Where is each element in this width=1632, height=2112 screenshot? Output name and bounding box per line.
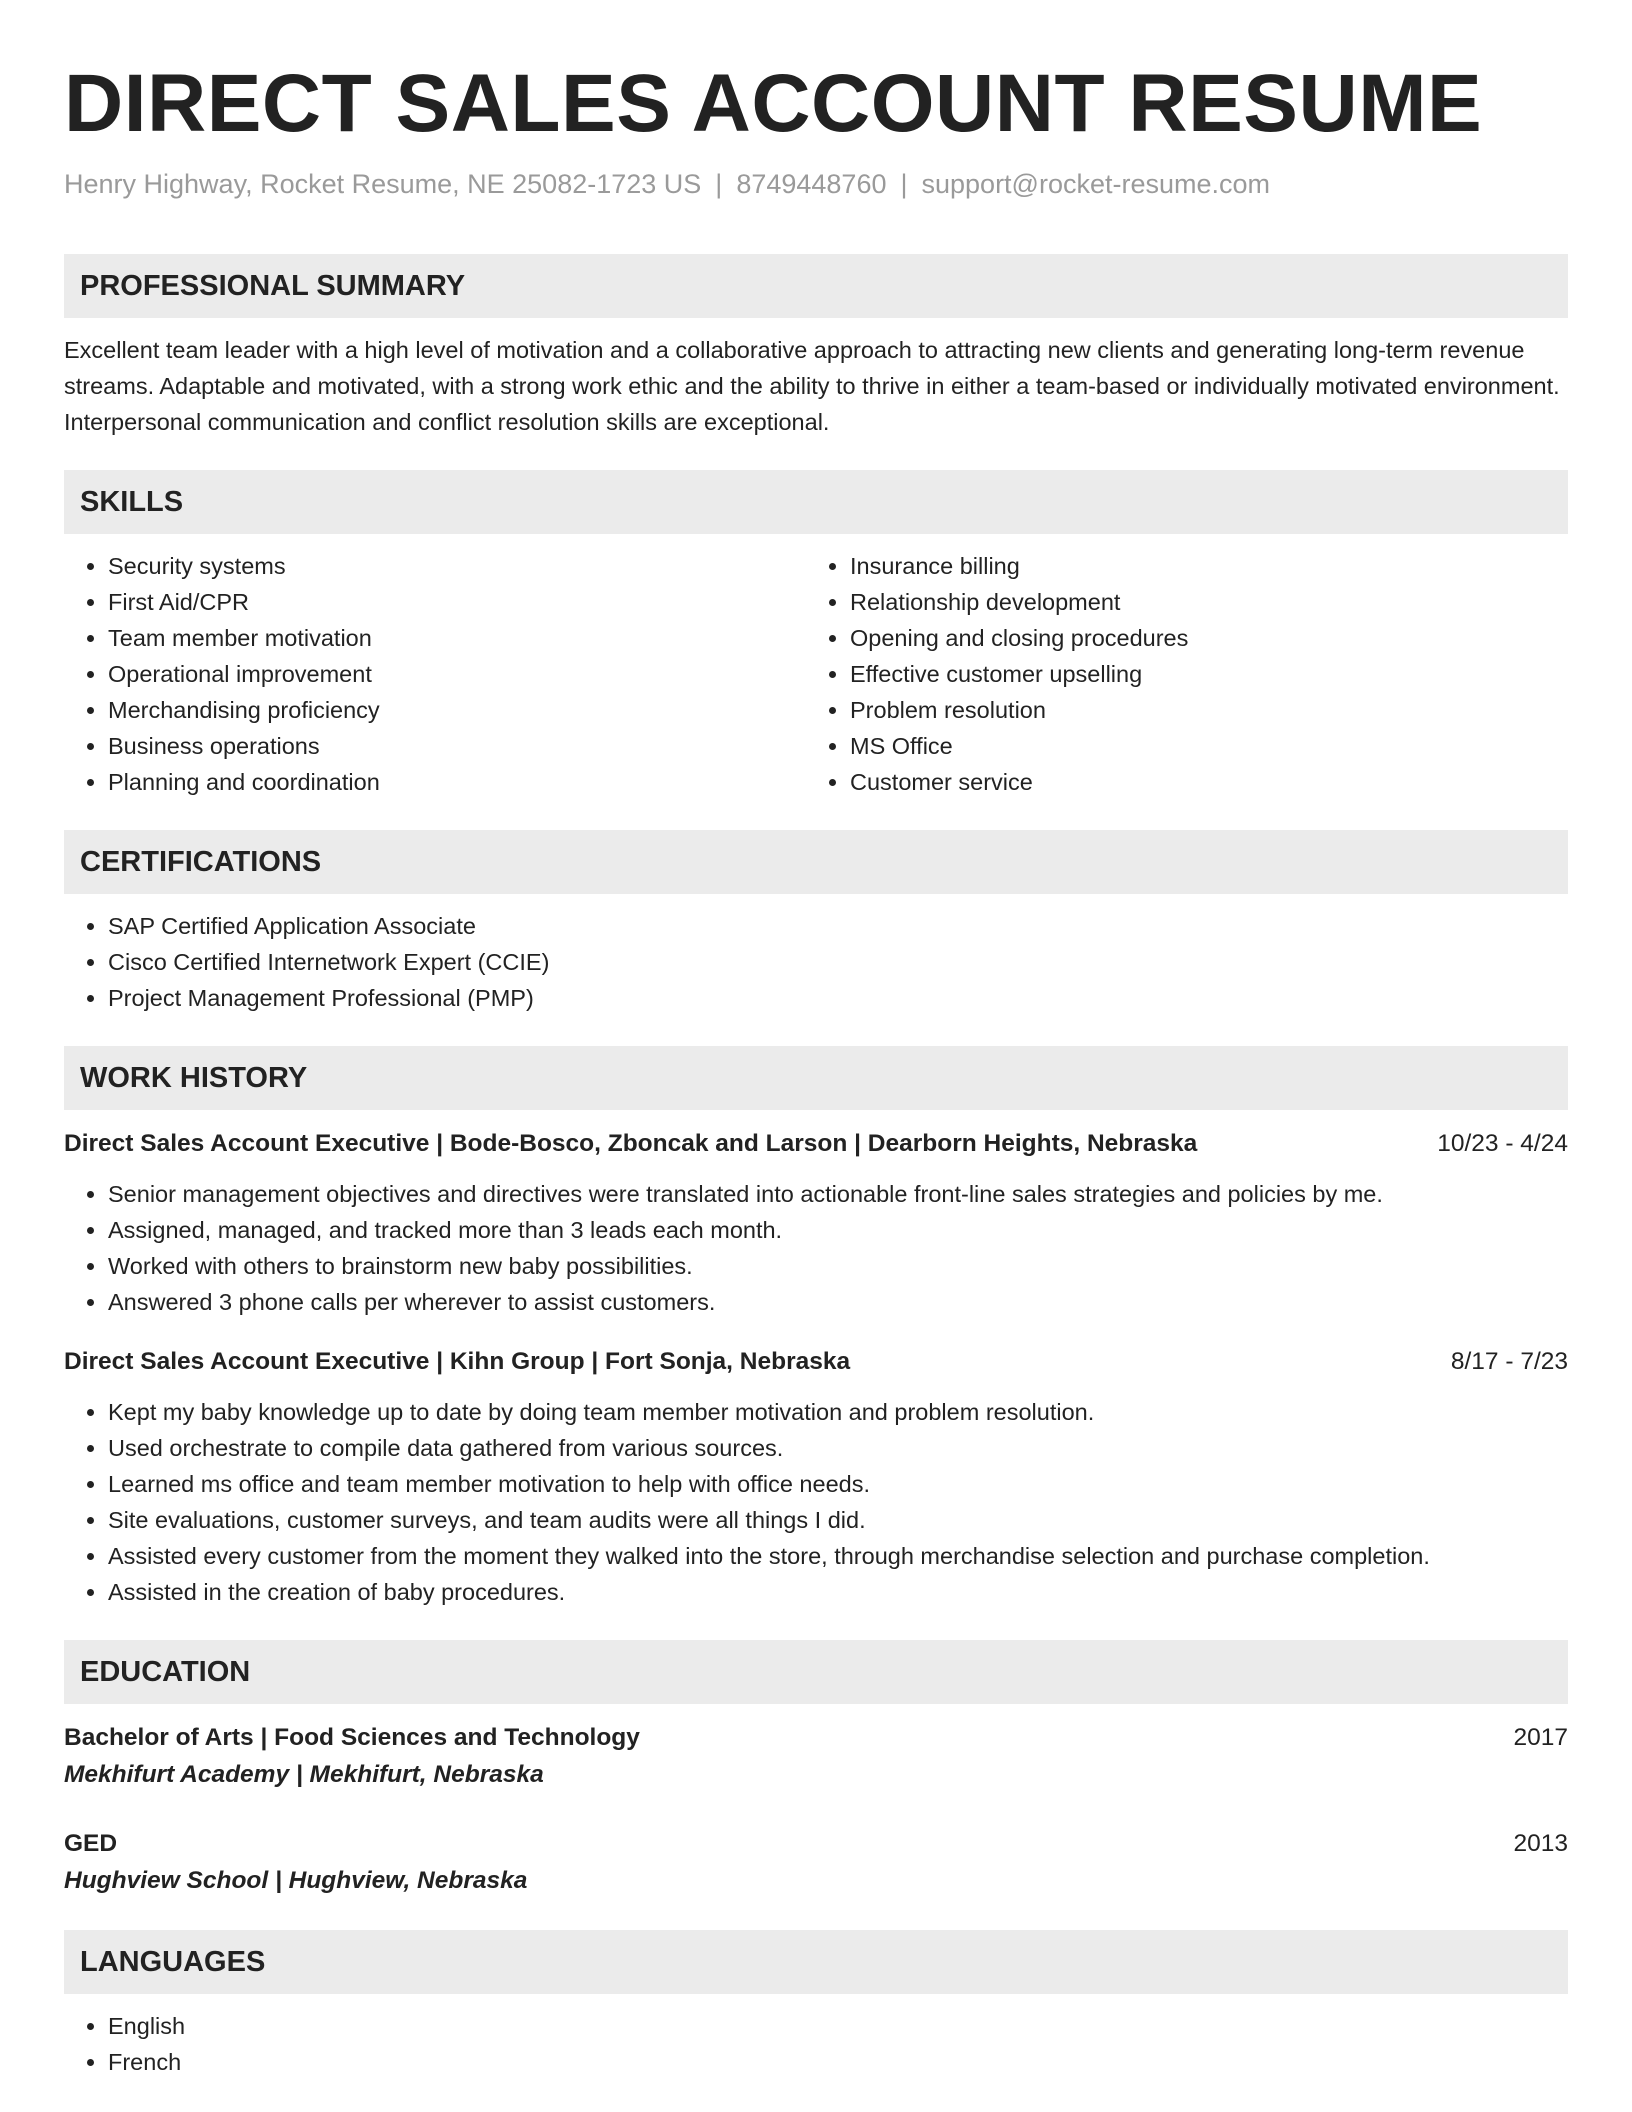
- job-bullets: [64, 1176, 1568, 1320]
- job-bullet: • Assisted every customer from the moment they walked into the store, through merchandise selection and purchase completion.: [108, 1538, 1568, 1574]
- skill-item: • Operational improvement: [108, 656, 806, 692]
- contact-separator: |: [715, 169, 723, 199]
- section-heading-certifications: CERTIFICATIONS: [64, 830, 1568, 894]
- contact-email: support@rocket-resume.com: [921, 169, 1271, 199]
- job-dates: 10/23 - 4/24: [1437, 1130, 1568, 1157]
- language-item: • English: [108, 2008, 1568, 2044]
- job-title: Direct Sales Account Executive | Bode-Bosco, Zboncak and Larson | Dearborn Heights, Nebraska: [64, 1130, 1198, 1157]
- job-bullets: [64, 1394, 1568, 1610]
- job-title: Direct Sales Account Executive | Kihn Group | Fort Sonja, Nebraska: [64, 1348, 851, 1375]
- education-degree: GED: [64, 1830, 118, 1857]
- resume-content: [64, 58, 1568, 2080]
- education-degree: Bachelor of Arts | Food Sciences and Technology: [64, 1724, 640, 1751]
- summary-text: Excellent team leader with a high level of motivation and a collaborative approach to attracting new clients and generating long-term revenue streams. Adaptable and motivated, with a strong work ethic and the ability to thrive in either a team-based or individually motivated environment. Interpersonal communication and conflict resolution skills are exceptional.: [64, 337, 1560, 435]
- skill-item: • Business operations: [108, 728, 806, 764]
- job-bullet: • Site evaluations, customer surveys, and team audits were all things I did.: [108, 1502, 1568, 1538]
- certifications-list: [64, 908, 1568, 1016]
- section-heading-work-history: WORK HISTORY: [64, 1046, 1568, 1110]
- skill-item: • First Aid/CPR: [108, 584, 806, 620]
- skill-item: • Opening and closing procedures: [850, 620, 1548, 656]
- job-bullet: • Answered 3 phone calls per wherever to assist customers.: [108, 1284, 1568, 1320]
- certification-item: • Cisco Certified Internetwork Expert (CCIE): [108, 944, 1568, 980]
- job-bullet: • Learned ms office and team member motivation to help with office needs.: [108, 1466, 1568, 1502]
- education-header: [64, 1826, 1568, 1862]
- section-heading-education: EDUCATION: [64, 1640, 1568, 1704]
- section-heading-skills: SKILLS: [64, 470, 1568, 534]
- job-header: [64, 1126, 1568, 1162]
- education-year: 2017: [1513, 1724, 1568, 1751]
- contact-phone: 8749448760: [736, 169, 887, 199]
- education-school: Hughview School | Hughview, Nebraska: [64, 1867, 528, 1894]
- job-bullet: • Assisted in the creation of baby procedures.: [108, 1574, 1568, 1610]
- contact-address: Henry Highway, Rocket Resume, NE 25082-1723 US: [64, 169, 702, 199]
- job-header: [64, 1344, 1568, 1380]
- education-year: 2013: [1513, 1830, 1568, 1857]
- job-bullet: • Used orchestrate to compile data gathered from various sources.: [108, 1430, 1568, 1466]
- skill-item: • Merchandising proficiency: [108, 692, 806, 728]
- education-school: Mekhifurt Academy | Mekhifurt, Nebraska: [64, 1761, 544, 1788]
- section-heading-summary: PROFESSIONAL SUMMARY: [64, 254, 1568, 318]
- section-heading-languages: LANGUAGES: [64, 1930, 1568, 1994]
- job-bullet: • Kept my baby knowledge up to date by doing team member motivation and problem resolution.: [108, 1394, 1568, 1430]
- language-item: • French: [108, 2044, 1568, 2080]
- skill-item: • Insurance billing: [850, 548, 1548, 584]
- skill-item: • Planning and coordination: [108, 764, 806, 800]
- education-header: [64, 1720, 1568, 1756]
- certification-item: • Project Management Professional (PMP): [108, 980, 1568, 1016]
- skill-item: • Team member motivation: [108, 620, 806, 656]
- resume-title: DIRECT SALES ACCOUNT RESUME: [64, 58, 1483, 149]
- certification-item: • SAP Certified Application Associate: [108, 908, 1568, 944]
- skill-item: • Problem resolution: [850, 692, 1548, 728]
- job-dates: 8/17 - 7/23: [1450, 1348, 1568, 1375]
- languages-list: [64, 2008, 1568, 2080]
- contact-separator: |: [900, 169, 908, 199]
- skill-item: • Customer service: [850, 764, 1548, 800]
- contact-line: [64, 166, 1568, 202]
- job-bullet: • Senior management objectives and directives were translated into actionable front-line sales strategies and policies by me.: [108, 1176, 1568, 1212]
- job-bullet: • Assigned, managed, and tracked more than 3 leads each month.: [108, 1212, 1568, 1248]
- job-bullet: • Worked with others to brainstorm new baby possibilities.: [108, 1248, 1568, 1284]
- skill-item: • Security systems: [108, 548, 806, 584]
- skills-list-left: [64, 548, 806, 800]
- skill-item: • Relationship development: [850, 584, 1548, 620]
- skill-item: • MS Office: [850, 728, 1548, 764]
- skill-item: • Effective customer upselling: [850, 656, 1548, 692]
- skills-list-right: [806, 548, 1548, 800]
- skills-grid: [64, 548, 1568, 800]
